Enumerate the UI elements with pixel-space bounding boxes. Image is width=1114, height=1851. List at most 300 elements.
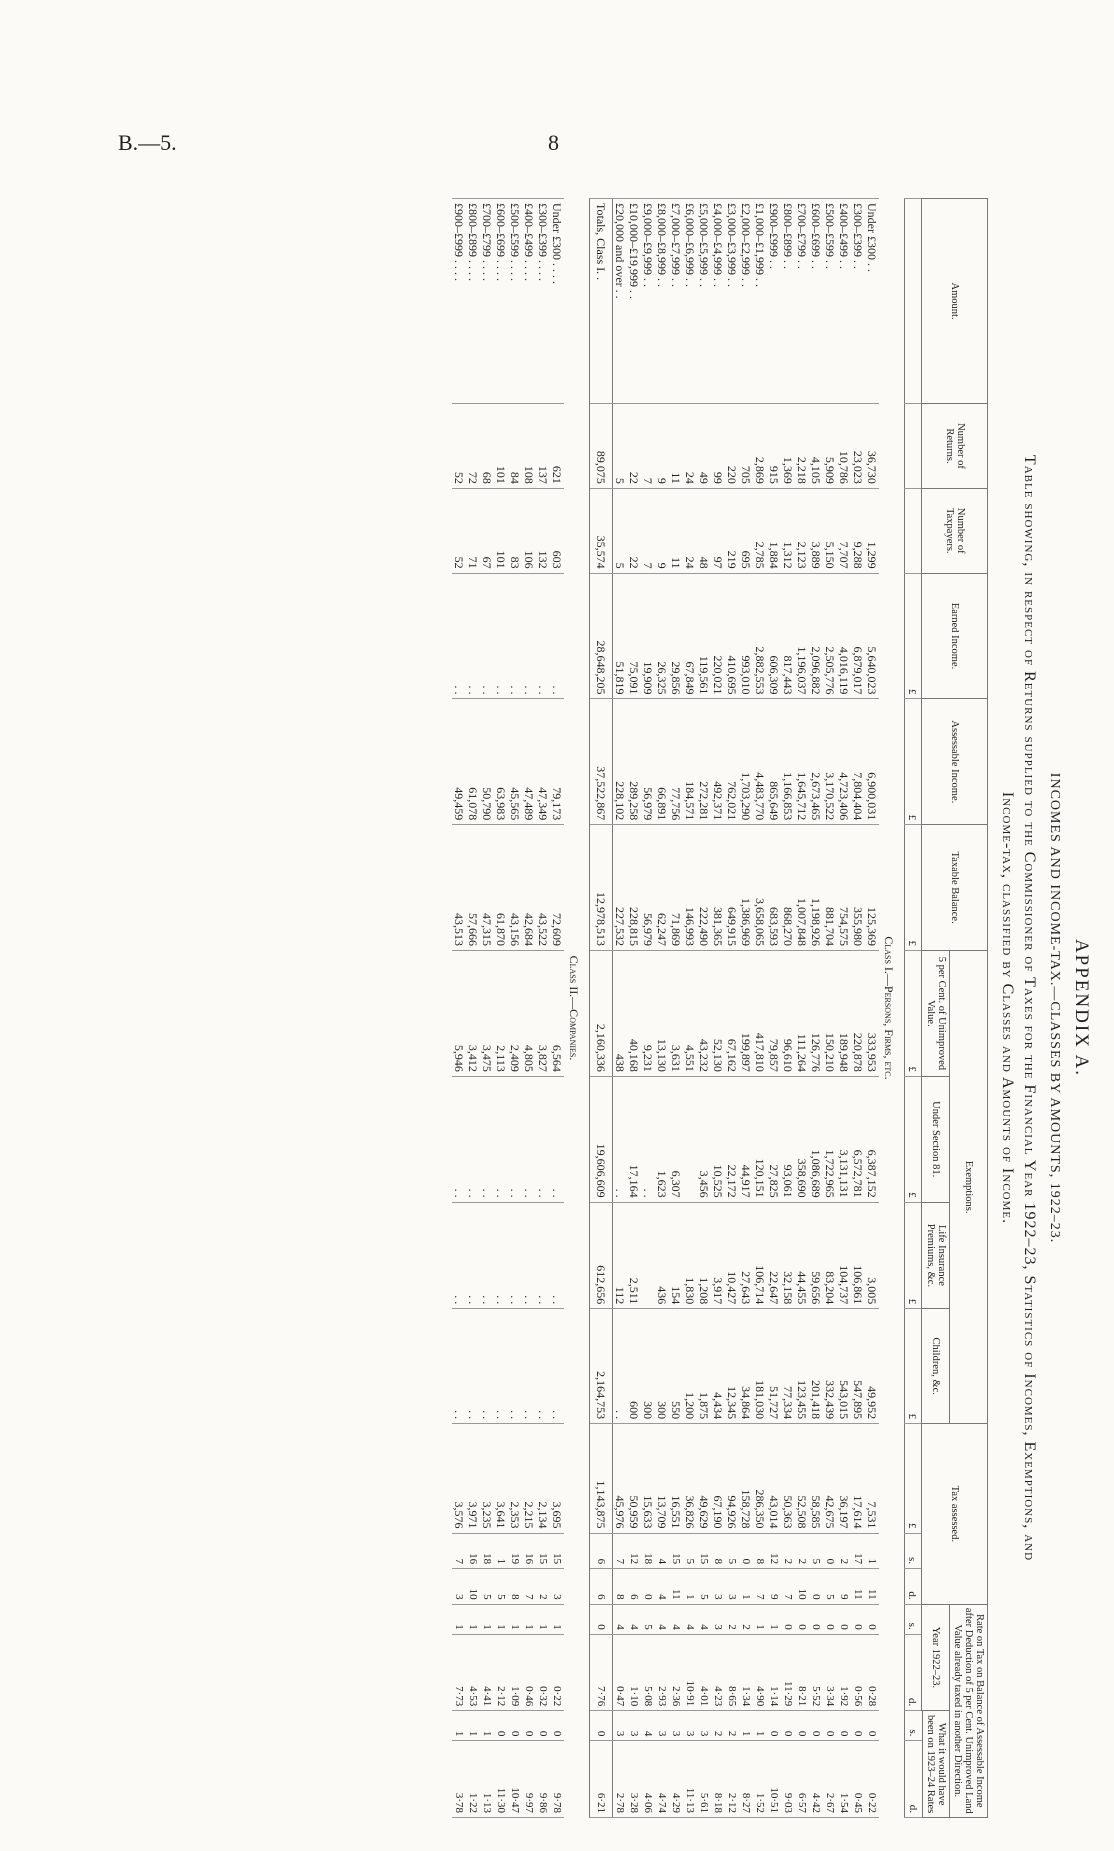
table-cell: 695 xyxy=(740,488,754,573)
unit-cell: £ xyxy=(905,825,922,951)
table-cell: 3·78 xyxy=(453,1741,467,1818)
table-cell: 492,371 xyxy=(712,699,726,825)
table-cell: 50,790 xyxy=(481,699,495,825)
table-cell: 4,105 xyxy=(810,404,824,489)
table-cell: 101 xyxy=(495,404,509,489)
table-cell: 27,825 xyxy=(768,1076,782,1202)
table-cell: 762,021 xyxy=(726,699,740,825)
table-cell: 600 xyxy=(628,1309,642,1424)
table-cell: 44,917 xyxy=(740,1076,754,1202)
table-cell: 3,475 xyxy=(481,951,495,1077)
table-cell: 228,102 xyxy=(613,699,628,825)
table-cell: 219 xyxy=(726,488,740,573)
table-cell: 12 xyxy=(628,1533,642,1569)
table-cell: 9,231 xyxy=(642,951,656,1077)
table-cell: 1 xyxy=(754,1604,768,1634)
table-cell: 4 xyxy=(656,1533,670,1569)
table-cell: 2,409 xyxy=(509,951,523,1077)
table-cell: 332,439 xyxy=(824,1309,838,1424)
table-cell: . . xyxy=(613,1309,628,1424)
table-row xyxy=(712,199,726,1818)
table-cell: 51,727 xyxy=(768,1309,782,1424)
table-row xyxy=(726,199,740,1818)
header-life: Life Insurance Premiums, &c. xyxy=(922,1202,950,1309)
table-cell: 2·67 xyxy=(824,1741,838,1818)
table-cell: 4 xyxy=(684,1604,698,1634)
table-cell: 16,551 xyxy=(670,1424,684,1533)
table-cell: 16 xyxy=(523,1533,537,1569)
table-cell: 6·21 xyxy=(590,1741,613,1818)
table-cell: 22,172 xyxy=(726,1076,740,1202)
row-label: £400–£499 . . . . xyxy=(523,199,537,404)
table-cell: 6,879,017 xyxy=(852,573,866,699)
table-row xyxy=(642,199,656,1818)
row-label: Totals, Class I. . xyxy=(590,199,613,404)
table-cell: 2·12 xyxy=(495,1634,509,1711)
header-sec81: Under Section 81. xyxy=(922,1076,950,1202)
table-cell: 4·90 xyxy=(754,1634,768,1711)
table-cell: 50,363 xyxy=(782,1424,796,1533)
table-cell: 1,299 xyxy=(866,488,880,573)
table-cell: 3,131,131 xyxy=(838,1076,852,1202)
table-cell: 0 xyxy=(810,1711,824,1741)
table-cell: 2 xyxy=(726,1604,740,1634)
table-cell xyxy=(684,1076,698,1202)
table-cell: 9 xyxy=(656,488,670,573)
table-cell: 8·27 xyxy=(740,1741,754,1818)
table-cell: 2,215 xyxy=(523,1424,537,1533)
table-cell: 24 xyxy=(684,488,698,573)
unit-cell: d. xyxy=(905,1741,922,1818)
table-cell: 123,455 xyxy=(796,1309,810,1424)
table-body xyxy=(453,199,923,1818)
table-cell: 1·10 xyxy=(628,1634,642,1711)
table-cell: 3,641 xyxy=(495,1424,509,1533)
table-row xyxy=(810,199,824,1818)
table-cell: 2 xyxy=(782,1533,796,1569)
appendix-title: APPENDIX A. xyxy=(1071,938,1092,1078)
table-cell: 52 xyxy=(453,404,467,489)
table-cell: 381,365 xyxy=(712,825,726,951)
table-cell: 0 xyxy=(768,1711,782,1741)
table-cell: . . xyxy=(481,1076,495,1202)
unit-cell: £ xyxy=(905,1202,922,1309)
table-cell: 1 xyxy=(768,1604,782,1634)
table-row xyxy=(537,199,551,1818)
table-row xyxy=(670,199,684,1818)
table-cell: 5·52 xyxy=(810,1634,824,1711)
class-2-heading-title: Class II.—Companies. xyxy=(567,955,582,1061)
table-cell: 0 xyxy=(523,1711,537,1741)
table-cell: 106,714 xyxy=(754,1202,768,1309)
table-cell: 4·01 xyxy=(698,1634,712,1711)
table-cell: 10·47 xyxy=(509,1741,523,1818)
table-cell: 0 xyxy=(740,1533,754,1569)
table-cell: 5,946 xyxy=(453,951,467,1077)
header-assessable: Assessable Income. xyxy=(922,699,988,825)
table-cell: 0 xyxy=(782,1711,796,1741)
table-cell: 23,023 xyxy=(852,404,866,489)
table-cell: 3 xyxy=(684,1711,698,1741)
table-cell: 1,198,926 xyxy=(810,825,824,951)
table-cell: 11 xyxy=(670,404,684,489)
table-cell: 45,565 xyxy=(509,699,523,825)
table-cell: 2,673,465 xyxy=(810,699,824,825)
table-cell: 50,959 xyxy=(628,1424,642,1533)
table-cell: 11·29 xyxy=(782,1634,796,1711)
table-cell: 3,005 xyxy=(866,1202,880,1309)
table-cell: 58,585 xyxy=(810,1424,824,1533)
table-cell: 5 xyxy=(642,1604,656,1634)
table-cell: 7 xyxy=(642,488,656,573)
table-cell: 1,875 xyxy=(698,1309,712,1424)
table-cell: 6,900,031 xyxy=(866,699,880,825)
table-cell: . . xyxy=(523,573,537,699)
table-cell: 1,369 xyxy=(782,404,796,489)
table-cell: 0 xyxy=(838,1711,852,1741)
table-cell: 358,690 xyxy=(796,1076,810,1202)
table-cell: 5·61 xyxy=(698,1741,712,1818)
table-cell: 1,722,965 xyxy=(824,1076,838,1202)
table-cell: 71 xyxy=(467,488,481,573)
table-cell: 7·76 xyxy=(590,1634,613,1711)
table-cell: 5,150 xyxy=(824,488,838,573)
table-cell: 108 xyxy=(523,404,537,489)
table-cell: 56,979 xyxy=(642,825,656,951)
table-cell: 36,197 xyxy=(838,1424,852,1533)
table-cell: 89,075 xyxy=(590,404,613,489)
row-label: £7,000–£7,999 . . xyxy=(670,199,684,404)
table-cell: 3,695 xyxy=(551,1424,565,1533)
table-cell: 11 xyxy=(670,488,684,573)
table-cell: 43,513 xyxy=(453,825,467,951)
table-cell: 1 xyxy=(481,1604,495,1634)
table-cell: 47,315 xyxy=(481,825,495,951)
header-amount: Amount. xyxy=(922,199,988,404)
table-cell: 12,978,513 xyxy=(590,825,613,951)
units-row xyxy=(905,199,922,1818)
table-cell: 0 xyxy=(782,1604,796,1634)
table-cell: 67,162 xyxy=(726,951,740,1077)
table-cell: 2,164,753 xyxy=(590,1309,613,1424)
table-cell: 40,168 xyxy=(628,951,642,1077)
table-cell: 10,786 xyxy=(838,404,852,489)
table-cell: 72 xyxy=(467,404,481,489)
table-cell: . . xyxy=(453,1076,467,1202)
header-tax-assessed: Tax assessed. xyxy=(922,1424,988,1604)
table-cell: 132 xyxy=(537,488,551,573)
table-cell: 29,856 xyxy=(670,573,684,699)
table-cell: 59,656 xyxy=(810,1202,824,1309)
table-cell: 865,649 xyxy=(768,699,782,825)
table-cell: 2,869 xyxy=(754,404,768,489)
table-cell: 11 xyxy=(670,1569,684,1605)
table-cell: 1,143,875 xyxy=(590,1424,613,1533)
unit-cell: £ xyxy=(905,573,922,699)
table-row xyxy=(698,199,712,1818)
table-cell: 1 xyxy=(453,1604,467,1634)
table-cell: 0 xyxy=(810,1604,824,1634)
table-row xyxy=(656,199,670,1818)
table-cell: 189,948 xyxy=(838,951,852,1077)
table-caption-line-1: Table showing, in respect of Returns supplied to the Commissioner of Taxes for the Financial Year 1922–23, Statistics of Incomes, Exemptions, and xyxy=(1021,454,1038,1562)
table-cell: 36,730 xyxy=(866,404,880,489)
table-cell: 683,593 xyxy=(768,825,782,951)
table-cell: 915 xyxy=(768,404,782,489)
table-cell: 1 xyxy=(453,1711,467,1741)
table-cell: 4 xyxy=(613,1604,628,1634)
table-cell: 1,645,712 xyxy=(796,699,810,825)
row-label: £700–£799 . . . . xyxy=(481,199,495,404)
table-cell: 2,218 xyxy=(796,404,810,489)
unit-cell: s. xyxy=(905,1604,922,1634)
row-label: £600–£699 . . . . xyxy=(495,199,509,404)
table-cell: . . xyxy=(495,573,509,699)
table-cell: 1,208 xyxy=(698,1202,712,1309)
table-cell: 61,078 xyxy=(467,699,481,825)
table-row xyxy=(824,199,838,1818)
table-cell: . . xyxy=(481,1309,495,1424)
table-cell: 1·54 xyxy=(838,1741,852,1818)
table-cell: 150,210 xyxy=(824,951,838,1077)
table-cell: 4,016,119 xyxy=(838,573,852,699)
table-cell: 1 xyxy=(509,1604,523,1634)
row-label: £500–£599 . . xyxy=(824,199,838,404)
table-cell: 8 xyxy=(712,1533,726,1569)
table-cell: 43,232 xyxy=(698,951,712,1077)
row-label: £9,000–£9,999 . . xyxy=(642,199,656,404)
table-cell: 1·92 xyxy=(838,1634,852,1711)
table-cell: 2,134 xyxy=(537,1424,551,1533)
table-cell: 52,130 xyxy=(712,951,726,1077)
table-cell: 44,455 xyxy=(796,1202,810,1309)
table-cell: 3,235 xyxy=(481,1424,495,1533)
table-cell: . . xyxy=(537,1076,551,1202)
table-cell: 4·53 xyxy=(467,1634,481,1711)
table-cell: 355,980 xyxy=(852,825,866,951)
table-cell: 1 xyxy=(481,1711,495,1741)
table-cell: 7,804,404 xyxy=(852,699,866,825)
table-cell: 1 xyxy=(495,1604,509,1634)
table-cell: 1 xyxy=(754,1711,768,1741)
header-rate: Rate on Tax on Balance of Assessable Income after Deduction of 5 per Cent. Unimproved Land Value already taxed in another Direction. xyxy=(950,1604,988,1817)
table-cell: 96,610 xyxy=(782,951,796,1077)
table-cell: 3,170,522 xyxy=(824,699,838,825)
table-cell: 3,827 xyxy=(537,951,551,1077)
table-cell: 0 xyxy=(852,1711,866,1741)
table-row xyxy=(782,199,796,1818)
table-cell: 126,776 xyxy=(810,951,824,1077)
table-cell: . . xyxy=(467,1309,481,1424)
table-cell: 1·22 xyxy=(467,1741,481,1818)
table-cell: 1 xyxy=(740,1569,754,1605)
table-cell: 199,897 xyxy=(740,951,754,1077)
table-row xyxy=(866,199,880,1818)
table-cell: 16 xyxy=(467,1533,481,1569)
table-cell: 3·34 xyxy=(824,1634,838,1711)
table-cell: 79,173 xyxy=(551,699,565,825)
table-cell: 111,264 xyxy=(796,951,810,1077)
table-cell: . . xyxy=(523,1076,537,1202)
table-cell: 547,895 xyxy=(852,1309,866,1424)
table-cell: 4·42 xyxy=(810,1741,824,1818)
table-cell: 300 xyxy=(642,1309,656,1424)
table-cell: . . xyxy=(551,573,565,699)
table-cell: 220,021 xyxy=(712,573,726,699)
row-label: £500–£599 . . . . xyxy=(509,199,523,404)
row-label: £8,000–£8,999 . . xyxy=(656,199,670,404)
table-cell: 9 xyxy=(768,1569,782,1605)
table-cell: 0 xyxy=(824,1533,838,1569)
table-cell: 93,061 xyxy=(782,1076,796,1202)
table-cell: 3,658,065 xyxy=(754,825,768,951)
table-cell: 68 xyxy=(481,404,495,489)
table-cell: 438 xyxy=(613,951,628,1077)
table-cell: 7 xyxy=(782,1569,796,1605)
table-cell: 1 xyxy=(866,1533,880,1569)
table-cell: 22,647 xyxy=(768,1202,782,1309)
table-cell: 7 xyxy=(754,1569,768,1605)
table-cell: 8·21 xyxy=(796,1634,810,1711)
table-cell: 2 xyxy=(537,1569,551,1605)
table-cell: 0 xyxy=(537,1711,551,1741)
table-cell: 62,247 xyxy=(656,825,670,951)
table-row xyxy=(838,199,852,1818)
table-cell: 754,575 xyxy=(838,825,852,951)
table-cell: 227,532 xyxy=(613,825,628,951)
table-cell: 300 xyxy=(656,1309,670,1424)
table-cell: 11 xyxy=(852,1569,866,1605)
table-row xyxy=(481,199,495,1818)
table-cell: 4,551 xyxy=(684,951,698,1077)
table-cell: 993,010 xyxy=(740,573,754,699)
table-cell: 22 xyxy=(628,488,642,573)
header-five-pct: 5 per Cent. of Unimproved Value. xyxy=(922,951,950,1077)
table-cell: 228,815 xyxy=(628,825,642,951)
table-cell: 0 xyxy=(866,1711,880,1741)
table-cell: 4·06 xyxy=(642,1741,656,1818)
table-cell: 42,684 xyxy=(523,825,537,951)
table-row xyxy=(796,199,810,1818)
table-cell: 181,030 xyxy=(754,1309,768,1424)
table-cell: 3,889 xyxy=(810,488,824,573)
table-row xyxy=(740,199,754,1818)
table-cell: 24 xyxy=(684,404,698,489)
table-cell: 10,525 xyxy=(712,1076,726,1202)
table-cell: 66,891 xyxy=(656,699,670,825)
table-cell: 9·86 xyxy=(537,1741,551,1818)
unit-cell: s. xyxy=(905,1533,922,1569)
table-cell: 10·51 xyxy=(768,1741,782,1818)
table-cell: . . xyxy=(481,573,495,699)
table-cell: 43,522 xyxy=(537,825,551,951)
income-tax-table xyxy=(453,198,989,1818)
table-cell: 83,204 xyxy=(824,1202,838,1309)
table-cell: 0 xyxy=(810,1569,824,1605)
table-cell: 0 xyxy=(838,1604,852,1634)
table-cell: 146,993 xyxy=(684,825,698,951)
unit-cell xyxy=(905,488,922,573)
table-cell: 0·47 xyxy=(613,1634,628,1711)
table-cell: 11·13 xyxy=(684,1741,698,1818)
table-cell: 5 xyxy=(698,1569,712,1605)
table-cell: 0 xyxy=(642,1569,656,1605)
table-row xyxy=(509,199,523,1818)
table-cell: 49 xyxy=(698,404,712,489)
table-cell: 436 xyxy=(656,1202,670,1309)
table-cell: 5 xyxy=(684,1533,698,1569)
table-cell: 1·34 xyxy=(740,1634,754,1711)
table-cell: 1,884 xyxy=(768,488,782,573)
header-earned: Earned Income. xyxy=(922,573,988,699)
table-cell: 112 xyxy=(613,1202,628,1309)
table-cell: 289,258 xyxy=(628,699,642,825)
table-cell: 7 xyxy=(523,1569,537,1605)
table-cell: 11 xyxy=(866,1569,880,1605)
table-cell: 3,412 xyxy=(467,951,481,1077)
table-cell: 9·97 xyxy=(523,1741,537,1818)
table-cell: 32,158 xyxy=(782,1202,796,1309)
table-cell: 0·45 xyxy=(852,1741,866,1818)
table-cell: 84 xyxy=(509,404,523,489)
table-cell: 120,151 xyxy=(754,1076,768,1202)
table-cell: 817,443 xyxy=(782,573,796,699)
table-cell: 56,979 xyxy=(642,699,656,825)
table-cell: 0 xyxy=(824,1711,838,1741)
table-cell xyxy=(642,1202,656,1309)
table-cell: 35,574 xyxy=(590,488,613,573)
table-cell: 5 xyxy=(613,404,628,489)
table-cell: . . xyxy=(509,1202,523,1309)
table-cell: 410,695 xyxy=(726,573,740,699)
table-cell: 9,288 xyxy=(852,488,866,573)
table-cell: 47,349 xyxy=(537,699,551,825)
table-cell: 7·73 xyxy=(453,1634,467,1711)
table-cell: 4·29 xyxy=(670,1741,684,1818)
unit-cell: d. xyxy=(905,1569,922,1605)
table-cell: 2·12 xyxy=(726,1741,740,1818)
table-cell: 2,123 xyxy=(796,488,810,573)
table-cell: 417,810 xyxy=(754,951,768,1077)
table-cell: 19 xyxy=(509,1533,523,1569)
table-cell: . . xyxy=(613,1076,628,1202)
table-cell: 4,483,770 xyxy=(754,699,768,825)
table-cell: 2 xyxy=(740,1604,754,1634)
row-label: £600–£699 . . xyxy=(810,199,824,404)
table-row xyxy=(852,199,866,1818)
table-cell: 67 xyxy=(481,488,495,573)
table-cell: 2·36 xyxy=(670,1634,684,1711)
table-cell: 52,508 xyxy=(796,1424,810,1533)
table-cell: 1 xyxy=(467,1604,481,1634)
table-cell: 13,709 xyxy=(656,1424,670,1533)
table-cell: 3 xyxy=(712,1604,726,1634)
table-cell: 3,917 xyxy=(712,1202,726,1309)
table-cell: 19,606,609 xyxy=(590,1076,613,1202)
table-row xyxy=(551,199,565,1818)
table-cell: 3 xyxy=(453,1569,467,1605)
table-row xyxy=(523,199,537,1818)
table-cell: 6,572,781 xyxy=(852,1076,866,1202)
table-cell: 0 xyxy=(551,1711,565,1741)
table-cell: 7,531 xyxy=(866,1424,880,1533)
totals-row xyxy=(590,199,613,1818)
table-cell: 201,418 xyxy=(810,1309,824,1424)
row-label: £2,000–£2,999 . . xyxy=(740,199,754,404)
table-cell: 106,861 xyxy=(852,1202,866,1309)
table-cell: 1,830 xyxy=(684,1202,698,1309)
table-cell: 4 xyxy=(642,1711,656,1741)
